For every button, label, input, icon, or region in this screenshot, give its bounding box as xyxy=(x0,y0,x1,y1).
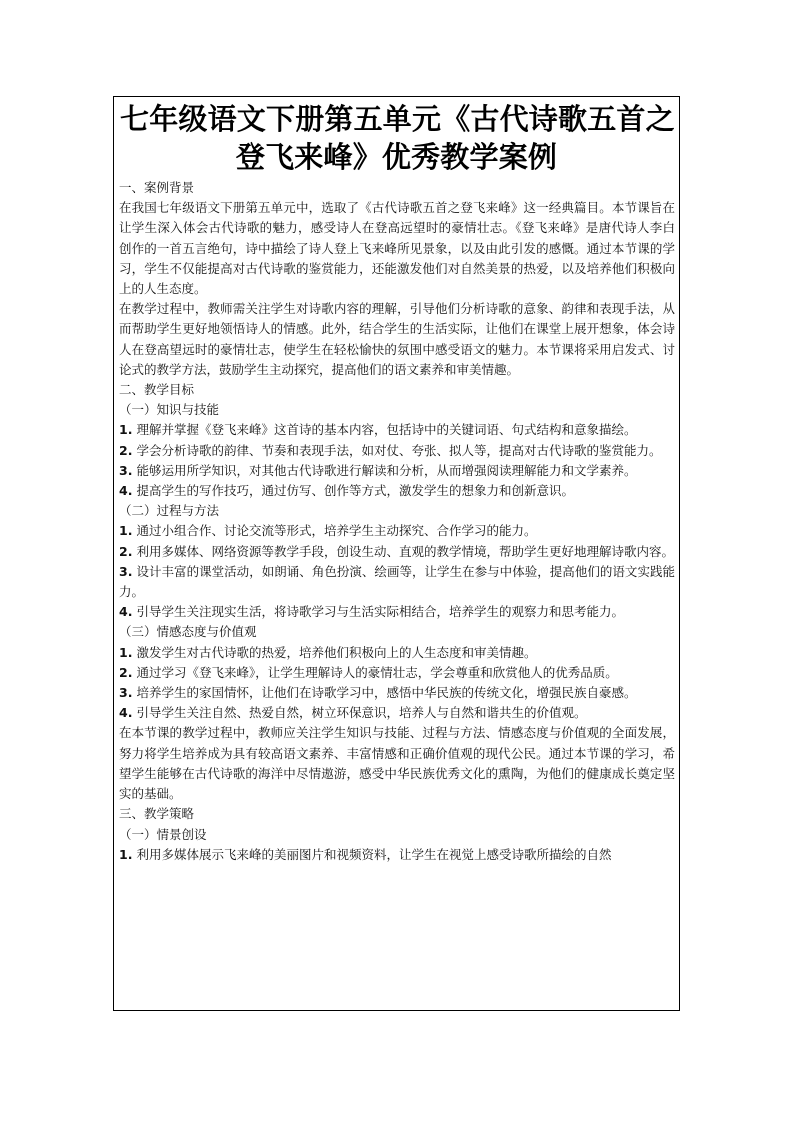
list-item xyxy=(119,461,675,481)
item-number: 1. xyxy=(119,523,133,539)
document-body xyxy=(114,178,679,865)
list-item xyxy=(119,420,675,440)
item-text: 通过小组合作、讨论交流等形式，培养学生主动探究、合作学习的能力。 xyxy=(136,523,537,539)
item-text: 培养学生的家国情怀，让他们在诗歌学习中，感悟中华民族的传统文化，增强民族自豪感。 xyxy=(136,685,637,701)
item-number: 2. xyxy=(119,442,133,458)
list-item xyxy=(119,562,675,602)
item-text: 理解并掌握《登飞来峰》这首诗的基本内容，包括诗中的关键词语、句式结构和意象描绘。 xyxy=(136,422,637,438)
item-text: 利用多媒体、网络资源等教学手段，创设生动、直观的教学情境，帮助学生更好地理解诗歌内容。 xyxy=(136,543,674,559)
list-item xyxy=(119,602,675,622)
item-text: 引导学生关注自然、热爱自然，树立环保意识，培养人与自然和谐共生的价值观。 xyxy=(136,705,587,721)
objectives-closing-paragraph: 在本节课的教学过程中，教师应关注学生知识与技能、过程与方法、情感态度与价值观的全面发展，努力将学生培养成为具有较高语文素养、丰富情感和正确价值观的现代公民。通过本节课的学习，希望学生能够在古代诗歌的海洋中尽情遨游，感受中华民族优秀文化的熏陶，为他们的健康成长奠定坚实的基础。 xyxy=(119,725,675,802)
item-number: 4. xyxy=(119,604,133,620)
item-text: 设计丰富的课堂活动，如朗诵、角色扮演、绘画等，让学生在参与中体验，提高他们的语文实践能力。 xyxy=(119,563,675,600)
item-number: 3. xyxy=(119,462,133,478)
item-number: 4. xyxy=(119,705,133,721)
background-paragraph-2: 在教学过程中，教师需关注学生对诗歌内容的理解，引导他们分析诗歌的意象、韵律和表现手法，从而帮助学生更好地领悟诗人的情感。此外，结合学生的生活实际，让他们在课堂上展开想象，体会诗人在登高望远时的豪情壮志，使学生在轻松愉快的氛围中感受语文的魅力。本节课将采用启发式、讨论式的教学方法，鼓励学生主动探究，提高他们的语文素养和审美情趣。 xyxy=(119,301,675,377)
list-item xyxy=(119,683,675,703)
item-number: 4. xyxy=(119,483,133,499)
section-heading-background: 一、案例背景 xyxy=(119,180,195,195)
item-text: 提高学生的写作技巧，通过仿写、创作等方式，激发学生的想象力和创新意识。 xyxy=(136,483,574,499)
item-number: 1. xyxy=(119,422,133,438)
item-number: 3. xyxy=(119,685,133,701)
subheading-process-methods: （二）过程与方法 xyxy=(119,503,220,519)
item-number: 2. xyxy=(119,543,133,559)
list-item xyxy=(119,663,675,683)
item-number: 1. xyxy=(119,644,133,660)
item-text: 通过学习《登飞来峰》，让学生理解诗人的豪情壮志，学会尊重和欣赏他人的优秀品质。 xyxy=(136,664,618,680)
item-text: 利用多媒体展示飞来峰的美丽图片和视频资料，让学生在视觉上感受诗歌所描绘的自然 xyxy=(136,846,612,862)
section-heading-strategies: 三、教学策略 xyxy=(119,806,195,822)
background-paragraph-1: 在我国七年级语文下册第五单元中，选取了《古代诗歌五首之登飞来峰》这一经典篇目。本节课旨在让学生深入体会古代诗歌的魅力，感受诗人在登高远望时的豪情壮志。《登飞来峰》是唐代诗人李白创作的一首五言绝句，诗中描绘了诗人登上飞来峰所见景象，以及由此引发的感慨。通过本节课的学习，学生不仅能提高对古代诗歌的鉴赏能力，还能激发他们对自然美景的热爱，以及培养他们积极向上的人生态度。 xyxy=(119,200,675,297)
section-heading-objectives: 二、教学目标 xyxy=(119,382,195,398)
item-text: 能够运用所学知识，对其他古代诗歌进行解读和分析，从而增强阅读理解能力和文学素养。 xyxy=(136,462,637,478)
subheading-knowledge-skills: （一）知识与技能 xyxy=(119,402,220,418)
list-item xyxy=(119,845,675,865)
document-frame xyxy=(113,96,680,1011)
item-text: 学会分析诗歌的韵律、节奏和表现手法，如对仗、夸张、拟人等，提高对古代诗歌的鉴赏能力。 xyxy=(136,442,662,458)
item-text: 引导学生关注现实生活，将诗歌学习与生活实际相结合，培养学生的观察力和思考能力。 xyxy=(136,604,624,620)
list-item xyxy=(119,481,675,501)
subheading-attitudes-values: （三）情感态度与价值观 xyxy=(119,624,257,640)
list-item xyxy=(119,441,675,461)
item-number: 3. xyxy=(119,563,133,579)
document-title xyxy=(120,100,673,176)
title-line-2: 登飞来峰》优秀教学案例 xyxy=(235,140,558,174)
list-item xyxy=(119,703,675,723)
list-item xyxy=(119,542,675,562)
list-item xyxy=(119,643,675,663)
list-item xyxy=(119,521,675,541)
item-number: 1. xyxy=(119,846,133,862)
item-text: 激发学生对古代诗歌的热爱，培养他们积极向上的人生态度和审美情趣。 xyxy=(136,644,537,660)
title-line-1: 七年级语文下册第五单元《古代诗歌五首之 xyxy=(120,102,675,136)
item-number: 2. xyxy=(119,664,133,680)
subheading-scenario-creation: （一）情景创设 xyxy=(119,826,207,842)
